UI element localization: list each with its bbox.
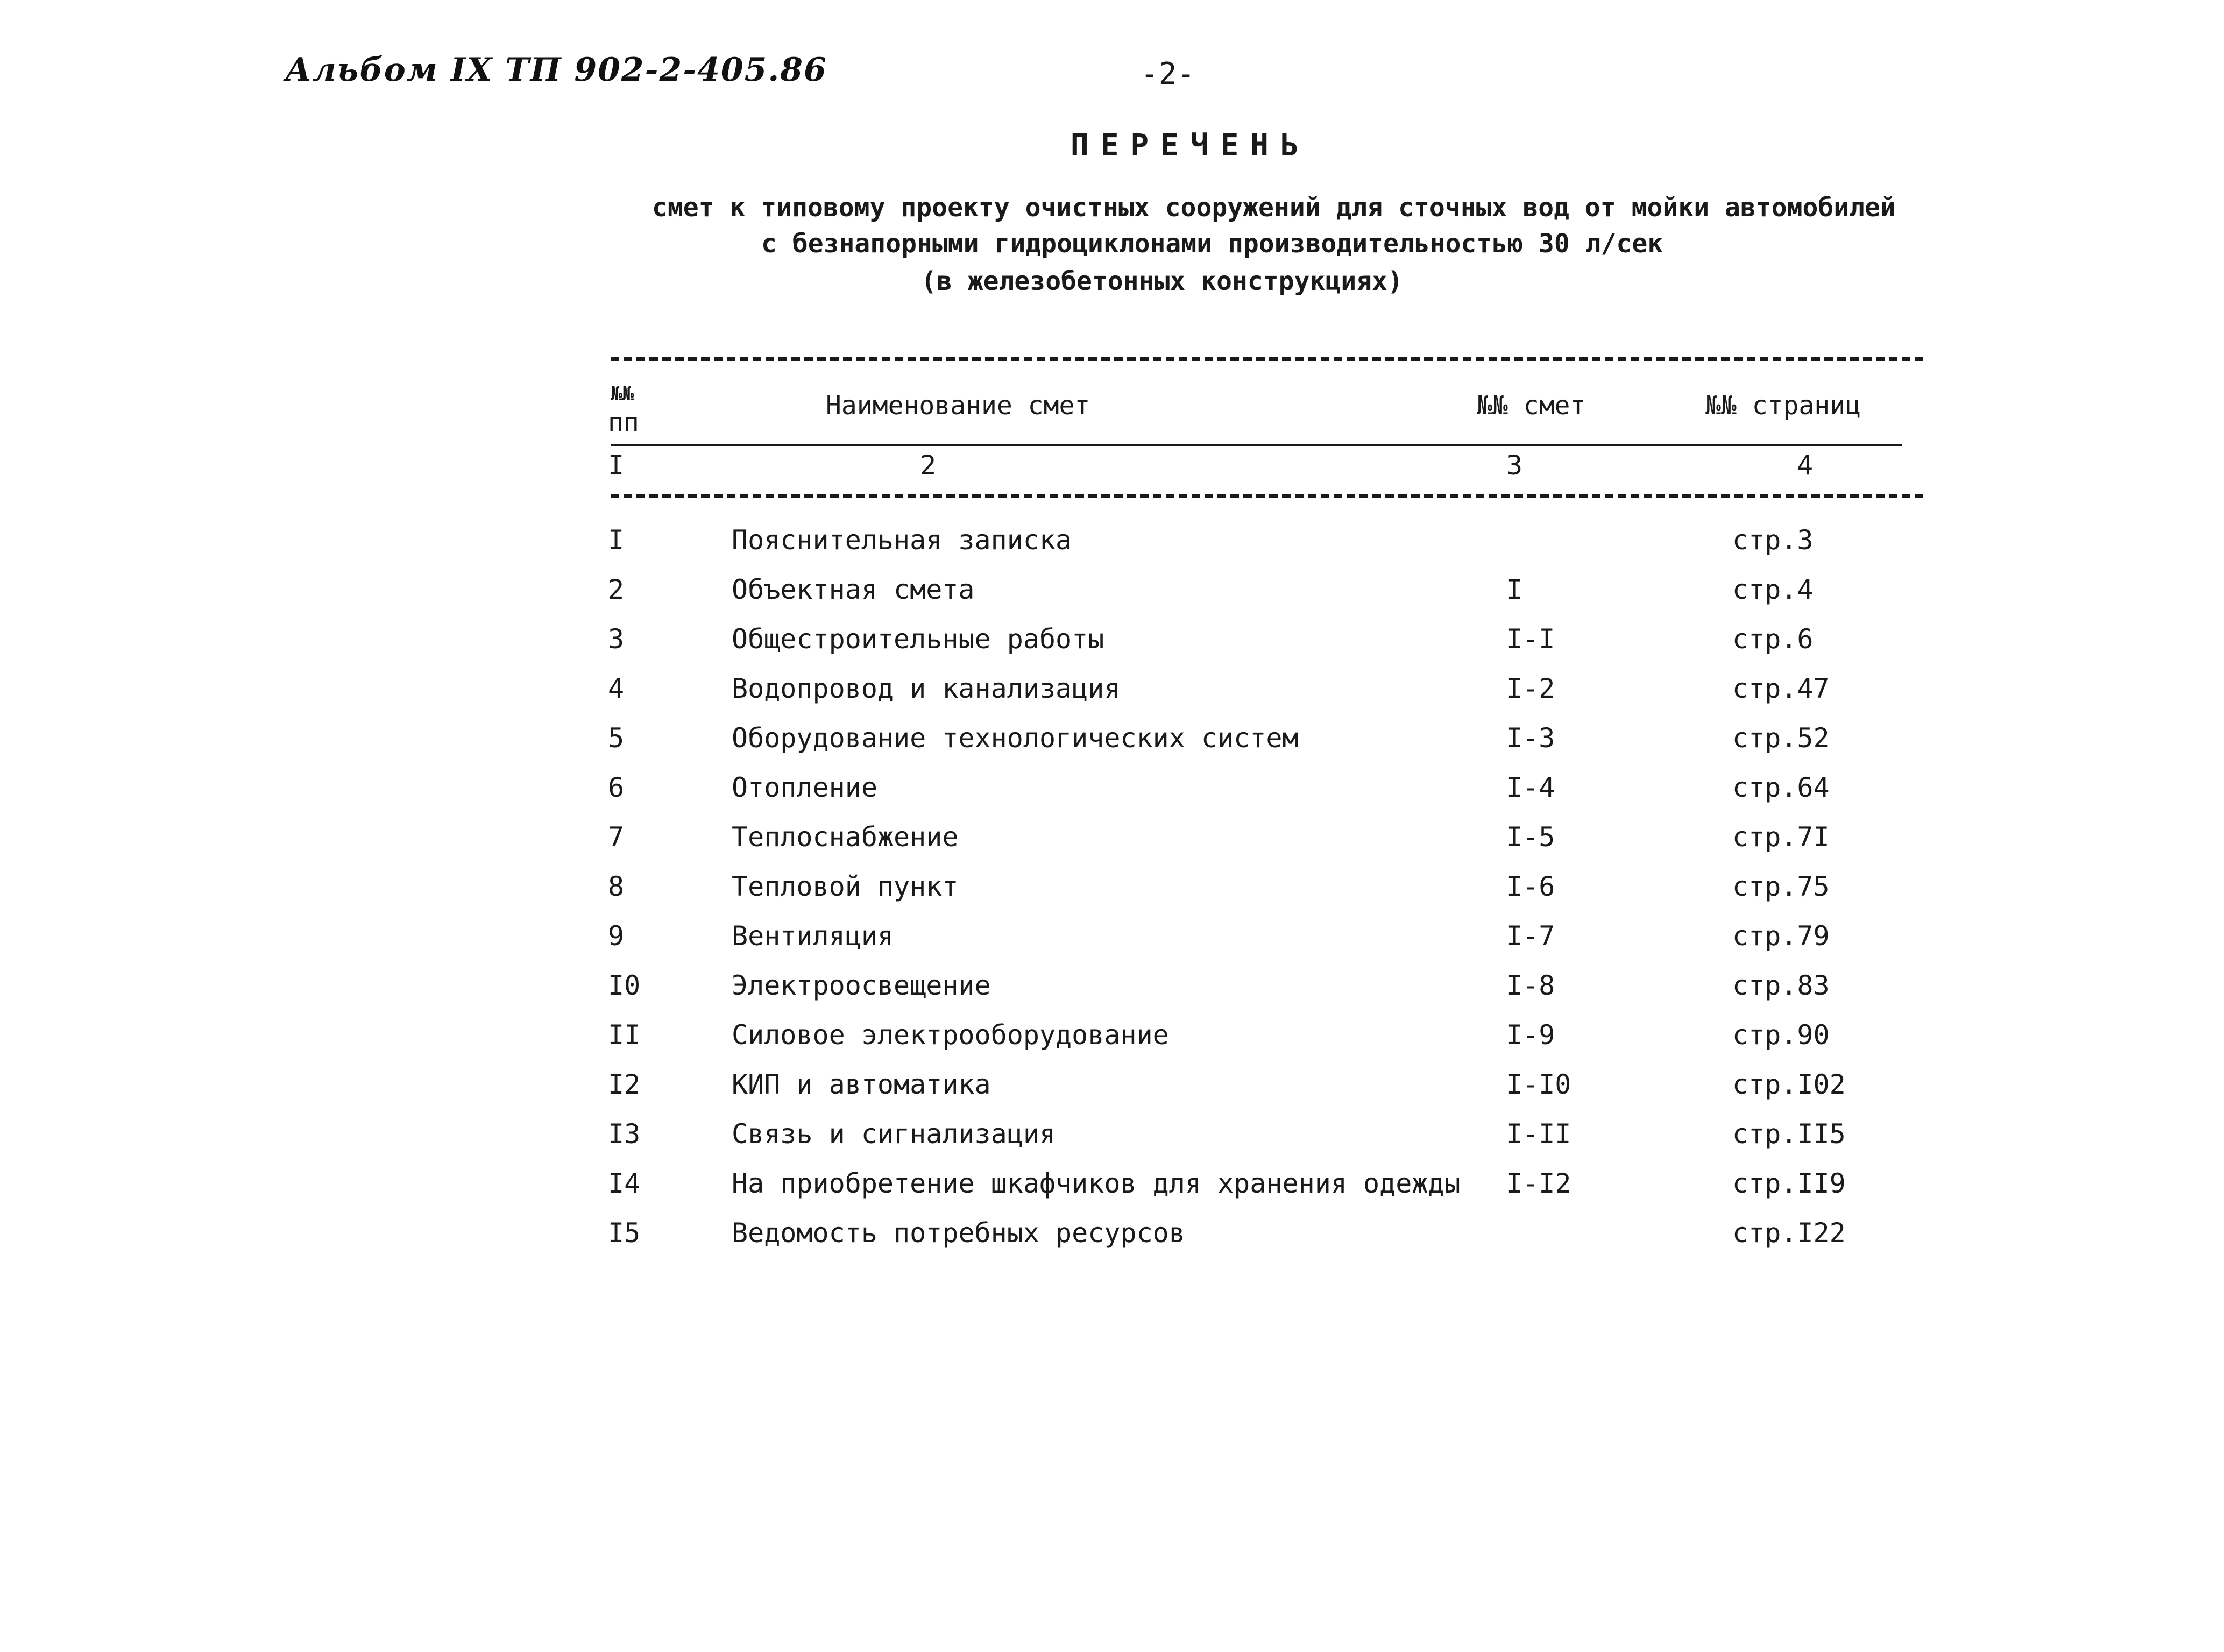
- row-number: 2: [608, 574, 625, 605]
- page-ref: стр.I22: [1732, 1217, 1846, 1249]
- row-number: 8: [608, 871, 625, 902]
- col-header-num-line2: пп: [608, 408, 639, 438]
- row-number: 5: [608, 722, 625, 754]
- page-ref: стр.64: [1732, 772, 1830, 803]
- table-row: [0, 722, 2224, 760]
- page-ref: стр.83: [1732, 970, 1830, 1001]
- row-number: I2: [608, 1069, 641, 1100]
- row-number: 4: [608, 673, 625, 704]
- row-number: I3: [608, 1118, 641, 1150]
- estimate-name: Связь и сигнализация: [732, 1118, 1056, 1150]
- page-ref: стр.4: [1732, 574, 1814, 605]
- table-row: [0, 772, 2224, 810]
- estimate-name: Оборудование технологических систем: [732, 722, 1299, 754]
- estimate-name: Пояснительная записка: [732, 524, 1072, 556]
- table-row: [0, 871, 2224, 909]
- estimate-number: I-8: [1506, 970, 1555, 1001]
- row-number: I: [608, 524, 625, 556]
- table-row: [0, 1019, 2224, 1057]
- column-index-2: 2: [920, 450, 937, 481]
- estimate-number: I-4: [1506, 772, 1555, 803]
- col-header-num-line1: №№: [611, 383, 634, 405]
- estimate-name: Теплоснабжение: [732, 821, 959, 853]
- page-number: -2-: [1141, 56, 1195, 91]
- estimate-number: I-6: [1506, 871, 1555, 902]
- table-row: [0, 524, 2224, 562]
- estimate-number: I-3: [1506, 722, 1555, 754]
- row-number: II: [608, 1019, 641, 1051]
- table-row: [0, 574, 2224, 612]
- page-ref: стр.52: [1732, 722, 1830, 754]
- table-row: [0, 1168, 2224, 1206]
- estimate-name: КИП и автоматика: [732, 1069, 991, 1100]
- page-ref: стр.79: [1732, 920, 1830, 952]
- header-bottom-dashed-rule: [611, 494, 1923, 498]
- page-ref: стр.75: [1732, 871, 1830, 902]
- table-row: [0, 970, 2224, 1008]
- page-ref: стр.I02: [1732, 1069, 1846, 1100]
- subtitle-line-3: (в железобетонных конструкциях): [921, 266, 1403, 296]
- row-number: I5: [608, 1217, 641, 1249]
- album-reference: Альбом IX ТП 902-2-405.86: [285, 51, 827, 89]
- col-header-name: Наименование смет: [826, 391, 1090, 421]
- table-top-dashed-rule: [611, 357, 1923, 361]
- estimate-number: I-7: [1506, 920, 1555, 952]
- column-index-4: 4: [1797, 450, 1814, 481]
- table-row: [0, 1118, 2224, 1156]
- table-row: [0, 673, 2224, 711]
- subtitle-line-2: с безнапорными гидроциклонами производительностью 30 л/сек: [761, 229, 1663, 259]
- table-row: [0, 920, 2224, 958]
- header-solid-rule: [611, 444, 1902, 446]
- estimate-name: Отопление: [732, 772, 877, 803]
- page-ref: стр.6: [1732, 623, 1814, 655]
- page-ref: стр.II5: [1732, 1118, 1846, 1150]
- row-number: 9: [608, 920, 625, 952]
- estimate-number: I-I: [1506, 623, 1555, 655]
- table-row: [0, 1217, 2224, 1255]
- estimate-name: На приобретение шкафчиков для хранения одежды: [732, 1168, 1461, 1199]
- table-row: [0, 1069, 2224, 1107]
- document-title: ПЕРЕЧЕНЬ: [1071, 128, 1311, 163]
- page-ref: стр.3: [1732, 524, 1814, 556]
- page-ref: стр.47: [1732, 673, 1830, 704]
- estimate-name: Электроосвещение: [732, 970, 991, 1001]
- estimate-number: I-I0: [1506, 1069, 1571, 1100]
- estimate-name: Вентиляция: [732, 920, 894, 952]
- estimate-number: I-II: [1506, 1118, 1571, 1150]
- page-ref: стр.II9: [1732, 1168, 1846, 1199]
- estimate-name: Тепловой пункт: [732, 871, 959, 902]
- col-header-pages: №№ страниц: [1705, 391, 1861, 421]
- row-number: 3: [608, 623, 625, 655]
- estimate-name: Объектная смета: [732, 574, 975, 605]
- row-number: 6: [608, 772, 625, 803]
- col-header-estimate: №№ смет: [1477, 391, 1586, 421]
- estimate-number: I-I2: [1506, 1168, 1571, 1199]
- estimate-name: Общестроительные работы: [732, 623, 1104, 655]
- table-row: [0, 623, 2224, 661]
- subtitle-line-1: смет к типовому проекту очистных сооружений для сточных вод от мойки автомобилей: [652, 193, 1896, 223]
- column-index-3: 3: [1506, 450, 1523, 481]
- row-number: I4: [608, 1168, 641, 1199]
- estimate-name: Ведомость потребных ресурсов: [732, 1217, 1185, 1249]
- table-row: [0, 821, 2224, 859]
- estimate-number: I-2: [1506, 673, 1555, 704]
- page-ref: стр.90: [1732, 1019, 1830, 1051]
- estimate-number: I-9: [1506, 1019, 1555, 1051]
- row-number: I0: [608, 970, 641, 1001]
- row-number: 7: [608, 821, 625, 853]
- estimate-number: I-5: [1506, 821, 1555, 853]
- column-index-1: I: [608, 450, 625, 481]
- estimate-number: I: [1506, 574, 1523, 605]
- page-ref: стр.7I: [1732, 821, 1830, 853]
- estimate-name: Водопровод и канализация: [732, 673, 1121, 704]
- estimate-name: Силовое электрооборудование: [732, 1019, 1169, 1051]
